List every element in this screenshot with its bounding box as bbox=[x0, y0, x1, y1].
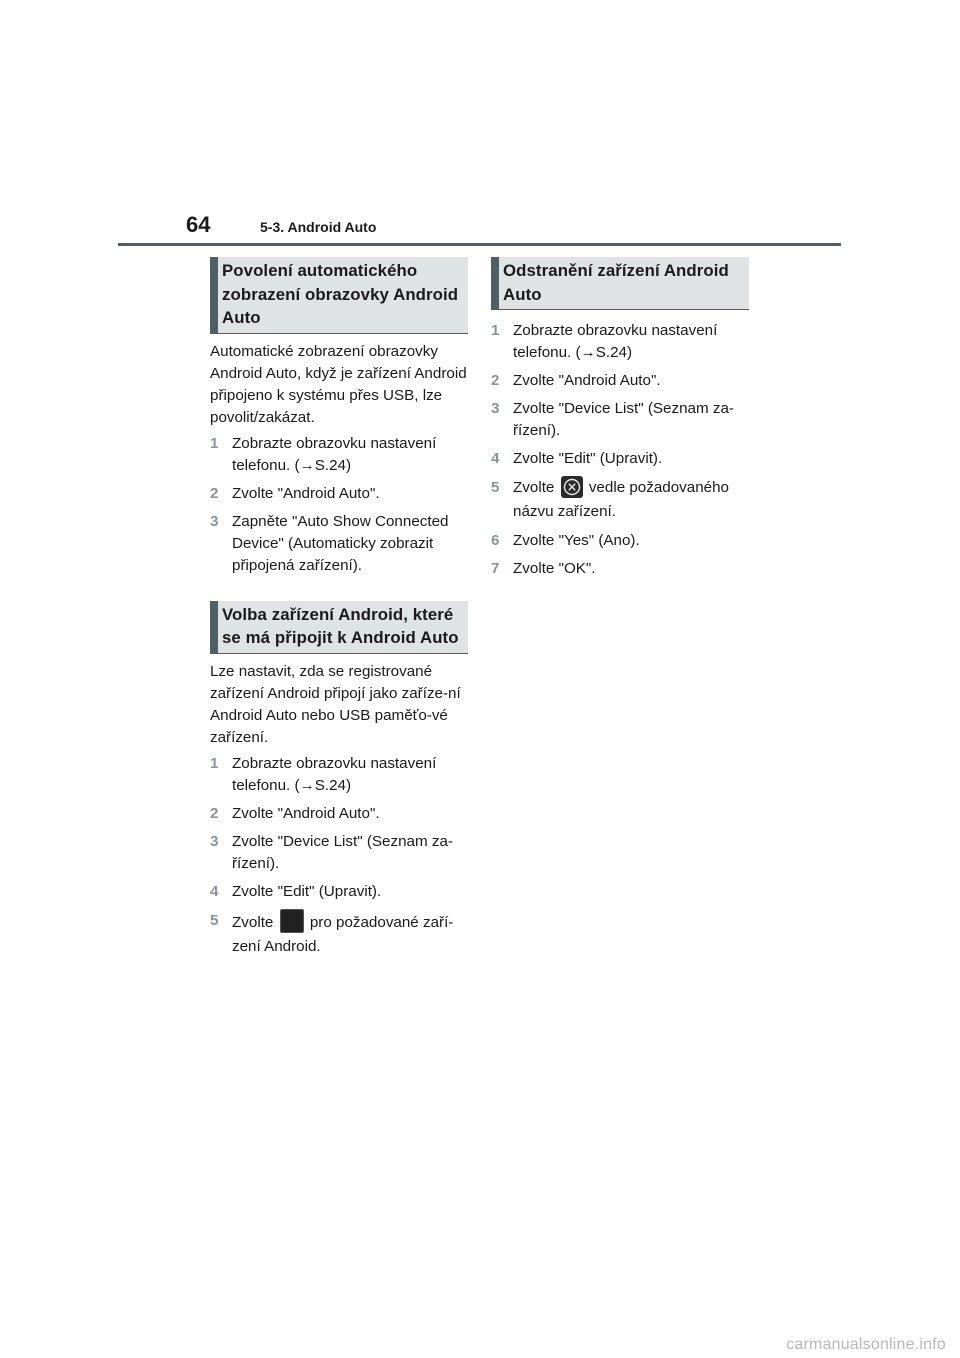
step-number: 3 bbox=[210, 832, 219, 850]
step-item bbox=[210, 831, 468, 875]
step-item bbox=[491, 320, 749, 364]
step-item bbox=[210, 483, 468, 505]
step-number: 1 bbox=[210, 754, 219, 772]
right-column bbox=[491, 257, 749, 586]
step-item bbox=[491, 530, 749, 552]
step-number: 6 bbox=[491, 532, 500, 549]
step-text: Zvolte "Yes" (Ano). bbox=[513, 532, 640, 549]
step-item bbox=[210, 511, 468, 577]
left-column bbox=[210, 257, 468, 965]
step-text: Zvolte "OK". bbox=[513, 560, 596, 577]
step-item bbox=[491, 448, 749, 470]
page-number: 64 bbox=[186, 212, 211, 237]
step-item bbox=[210, 433, 468, 477]
intro-paragraph-auto-show: Automatické zobrazení obrazovky Android Auto, když je zařízení Android připojeno k systému přes USB, lze povolit/zakázat. bbox=[210, 342, 467, 426]
step-number: 3 bbox=[491, 400, 500, 417]
step-number: 5 bbox=[210, 911, 219, 929]
step-number: 5 bbox=[491, 479, 500, 496]
section-title: 5-3. Android Auto bbox=[260, 219, 377, 235]
steps-select-device bbox=[210, 753, 468, 959]
step-number: 7 bbox=[491, 560, 500, 577]
step-number: 2 bbox=[210, 484, 219, 502]
step-number: 4 bbox=[491, 450, 500, 467]
steps-remove-device bbox=[491, 320, 749, 580]
step-text: Zapněte "Auto Show Connected Device" (Automaticky zobrazit připojená zařízení). bbox=[232, 512, 449, 574]
step-number: 2 bbox=[210, 804, 219, 822]
step-text: Zvolte "Android Auto". bbox=[513, 372, 661, 389]
intro-paragraph-select-device: Lze nastavit, zda se registrované zařízení Android připojí jako zaříze-ní Android Auto nebo USB paměťo-vé zařízení. bbox=[210, 662, 461, 746]
step-text-after: pro požadované zaří-zení Android. bbox=[232, 913, 454, 955]
step-text: Zobrazte obrazovku nastavení telefonu. (→S.24) bbox=[513, 322, 718, 361]
steps-auto-show bbox=[210, 433, 468, 577]
step-text: Zvolte "Android Auto". bbox=[232, 484, 380, 502]
step-number: 4 bbox=[210, 882, 219, 900]
step-text bbox=[513, 476, 749, 524]
step-item bbox=[491, 476, 749, 524]
step-text-before: Zvolte bbox=[513, 479, 555, 496]
step-text bbox=[232, 909, 468, 959]
step-text-before: Zvolte bbox=[232, 913, 274, 931]
step-item bbox=[210, 753, 468, 797]
step-item bbox=[210, 881, 468, 903]
step-text-after: vedle požadovaného názvu zařízení. bbox=[513, 479, 730, 520]
step-text: Zvolte "Device List" (Seznam za-řízení). bbox=[232, 832, 453, 872]
step-item bbox=[491, 398, 749, 442]
square-toggle-icon bbox=[280, 909, 304, 933]
step-item bbox=[210, 803, 468, 825]
step-text: Zvolte "Android Auto". bbox=[232, 804, 380, 822]
step-number: 3 bbox=[210, 512, 219, 530]
header-rule bbox=[118, 243, 841, 246]
step-number: 1 bbox=[491, 322, 500, 339]
step-item bbox=[491, 370, 749, 392]
step-item bbox=[491, 558, 749, 580]
step-text: Zvolte "Device List" (Seznam za-řízení). bbox=[513, 400, 734, 439]
step-text: Zobrazte obrazovku nastavení telefonu. (→S.24) bbox=[232, 754, 437, 794]
step-text: Zobrazte obrazovku nastavení telefonu. (→S.24) bbox=[232, 434, 437, 474]
step-text: Zvolte "Edit" (Upravit). bbox=[513, 450, 663, 467]
heading-remove-device: Odstranění zařízení Android Auto bbox=[491, 257, 749, 310]
heading-enable-auto-show: Povolení automatického zobrazení obrazovky Android Auto bbox=[210, 257, 468, 334]
step-item bbox=[210, 909, 468, 959]
step-text: Zvolte "Edit" (Upravit). bbox=[232, 882, 382, 900]
step-number: 1 bbox=[210, 434, 219, 452]
step-number: 2 bbox=[491, 372, 500, 389]
heading-select-device: Volba zařízení Android, které se má připojit k Android Auto bbox=[210, 601, 468, 654]
delete-x-icon bbox=[561, 476, 583, 498]
watermark: carmanualsonline.info bbox=[786, 1336, 946, 1353]
